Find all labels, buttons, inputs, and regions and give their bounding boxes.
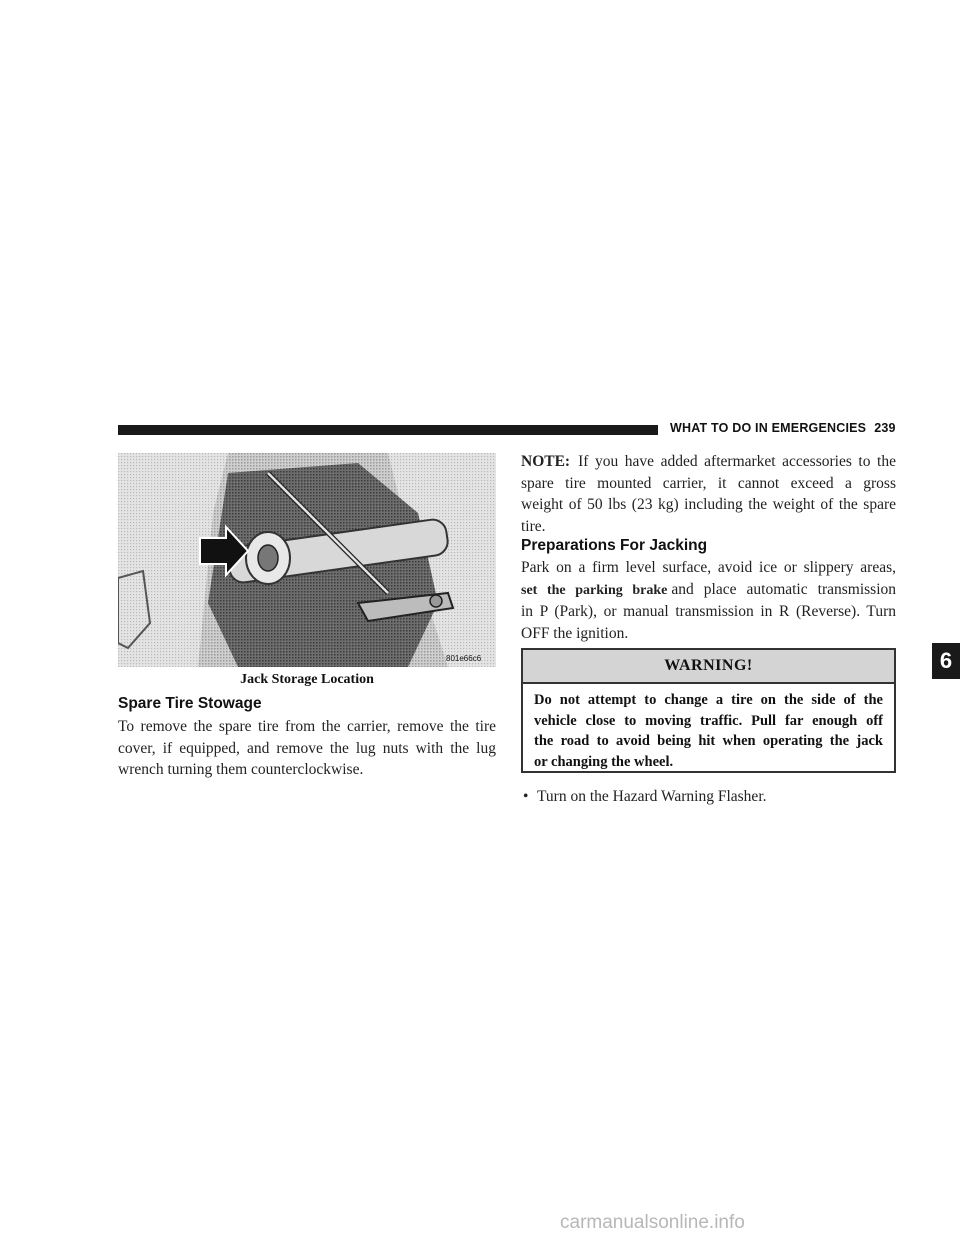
jack-storage-figure <box>118 453 496 667</box>
jacking-line: in P (Park), or manual transmission in R (Reverse). Turn <box>521 603 896 620</box>
bullet-text: Turn on the Hazard Warning Flasher. <box>537 788 767 805</box>
jacking-heading: Preparations For Jacking <box>521 537 708 554</box>
running-header <box>670 421 896 435</box>
warning-line: vehicle close to moving traffic. Pull far enough off <box>534 712 883 729</box>
spare-tire-line: To remove the spare tire from the carrier, remove the tire <box>118 718 496 735</box>
figure-code: 801e66c6 <box>446 654 482 663</box>
note-first-line: If you have added aftermarket accessories to the <box>578 453 896 470</box>
page-number: 239 <box>874 421 896 435</box>
warning-line: the road to avoid being hit when operating the jack <box>534 733 883 749</box>
warning-body <box>534 690 883 772</box>
bullet-item <box>523 788 767 806</box>
figure-caption: Jack Storage Location <box>240 672 374 687</box>
spare-tire-heading: Spare Tire Stowage <box>118 695 262 712</box>
watermark: carmanualsonline.info <box>560 1212 745 1233</box>
jacking-line-rest: and place automatic transmission <box>671 580 896 598</box>
note-label: NOTE: <box>521 453 571 470</box>
chapter-tab: 6 <box>932 643 960 679</box>
note-line: spare tire mounted carrier, it cannot exceed a gross <box>521 474 896 492</box>
warning-line: Do not attempt to change a tire on the side of the <box>534 692 883 708</box>
note-line: tire. <box>521 517 546 535</box>
note-line: weight of 50 lbs (23 kg) including the weight of the spare <box>521 496 896 513</box>
jacking-line: OFF the ignition. <box>521 624 629 642</box>
bullet-dot: • <box>523 788 529 805</box>
jacking-paragraph <box>521 557 896 644</box>
jack-storage-illustration <box>118 453 496 667</box>
header-rule <box>118 425 658 435</box>
jacking-line: Park on a firm level surface, avoid ice or slippery areas, <box>521 559 896 576</box>
spare-tire-line: cover, if equipped, and remove the lug nuts with the lug <box>118 739 496 757</box>
section-title: WHAT TO DO IN EMERGENCIES <box>670 421 867 435</box>
note-paragraph <box>521 451 896 537</box>
parking-brake-emphasis: set the parking brake <box>521 582 668 598</box>
spare-tire-paragraph <box>118 716 496 781</box>
warning-box <box>521 648 896 773</box>
warning-title: WARNING! <box>523 650 894 684</box>
warning-line: or changing the wheel. <box>534 753 674 770</box>
spare-tire-line: wrench turning them counterclockwise. <box>118 761 364 778</box>
